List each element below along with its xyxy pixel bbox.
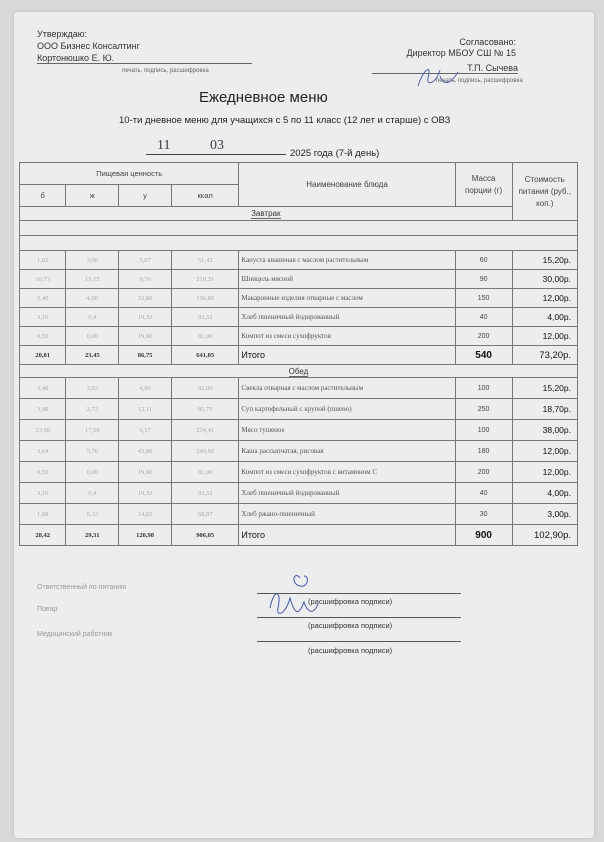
value-b: 0,50: [20, 327, 66, 346]
dish-row: [20, 441, 578, 462]
dish-price: 38,00р.: [512, 420, 577, 441]
date-year: 2025 года (7-й день): [290, 148, 380, 159]
blank-row: [20, 221, 578, 236]
col-kcal: ккал: [171, 185, 239, 207]
medic-decode: (расшифровка подписи): [308, 646, 393, 655]
dish-name: Хлеб пшеничный йодированный: [239, 483, 455, 504]
date-day: 11: [157, 138, 171, 153]
value-b: 28,42: [20, 525, 66, 546]
dish-name: Хлеб ржано-пшеничный: [239, 504, 455, 525]
dish-row: [20, 483, 578, 504]
dish-mass: 30: [455, 504, 512, 525]
value-kcal: 93,52: [171, 483, 239, 504]
col-zh: ж: [66, 185, 119, 207]
value-kcal: 81,00: [171, 462, 239, 483]
value-kcal: 641,05: [171, 346, 239, 365]
dish-mass: 100: [455, 378, 512, 399]
value-b: 3,64: [20, 441, 66, 462]
value-u: 12,11: [119, 399, 172, 420]
agree-name: Т.П. Сычева: [372, 63, 518, 74]
dish-row: [20, 308, 578, 327]
cook-label: Повар: [37, 606, 58, 613]
price-header: Стоимость питания (руб., коп.): [512, 163, 577, 221]
value-b: 1,68: [20, 504, 66, 525]
dish-price: 4,00р.: [512, 483, 577, 504]
dish-mass: 180: [455, 441, 512, 462]
dish-price: 73,20р.: [512, 346, 577, 365]
nutrition-header: Пищевая ценность: [20, 163, 239, 185]
dish-name: Итого: [239, 346, 455, 365]
value-u: 86,75: [119, 346, 172, 365]
value-b: 3,16: [20, 483, 66, 504]
value-kcal: 906,05: [171, 525, 239, 546]
value-zh: 0,00: [66, 462, 119, 483]
value-u: 19,80: [119, 327, 172, 346]
value-u: 19,80: [119, 462, 172, 483]
lunch-rows: [20, 378, 578, 546]
dish-name: Шницель мясной: [239, 270, 455, 289]
value-u: 32,80: [119, 289, 172, 308]
value-kcal: 81,00: [171, 327, 239, 346]
dish-price: 12,00р.: [512, 289, 577, 308]
page-title: Ежедневное меню: [199, 89, 328, 106]
dish-price: 15,20р.: [512, 251, 577, 270]
dish-mass: 540: [455, 346, 512, 365]
blank-cell: [20, 221, 578, 236]
value-zh: 0,4: [66, 308, 119, 327]
approve-name: Кортонюшко Е. Ю.: [37, 53, 252, 64]
agree-caption: печать, подпись, расшифровка: [436, 78, 523, 84]
dish-row: [20, 378, 578, 399]
approve-org: ООО Бизнес Консалтинг: [37, 41, 140, 51]
value-b: 0,50: [20, 462, 66, 483]
director-signature: [410, 58, 470, 98]
cook-decode: (расшифровка подписи): [308, 621, 393, 630]
dish-name: Свекла отварная с маслом растительным: [239, 378, 455, 399]
dish-name: Компот из смеси сухофруктов: [239, 327, 455, 346]
dish-price: 15,20р.: [512, 378, 577, 399]
section-breakfast-label: Завтрак: [251, 209, 281, 218]
table-header-row: [20, 163, 578, 185]
value-u: 6,17: [119, 420, 172, 441]
value-kcal: 234,41: [171, 420, 239, 441]
dish-price: 12,00р.: [512, 441, 577, 462]
agree-label: Согласовано:: [459, 37, 516, 47]
col-u: у: [119, 185, 172, 207]
value-b: 3,98: [20, 399, 66, 420]
value-kcal: 51,42: [171, 251, 239, 270]
dish-name: Суп картофельный с крупой (пшено): [239, 399, 455, 420]
dish-price: 18,70р.: [512, 399, 577, 420]
dish-header: Наименование блюда: [239, 163, 455, 207]
total-row: [20, 525, 578, 546]
value-u: 14,82: [119, 504, 172, 525]
value-kcal: 249,60: [171, 441, 239, 462]
dish-mass: 200: [455, 327, 512, 346]
value-zh: 0,4: [66, 483, 119, 504]
section-lunch: [20, 365, 578, 378]
value-kcal: 93,52: [171, 308, 239, 327]
value-u: 43,80: [119, 441, 172, 462]
dish-price: 12,00р.: [512, 327, 577, 346]
value-u: 9,76: [119, 270, 172, 289]
dish-name: Макаронные изделия отварные с маслом: [239, 289, 455, 308]
value-b: 3,16: [20, 308, 66, 327]
dish-row: [20, 462, 578, 483]
total-row: [20, 346, 578, 365]
section-lunch-label: Обед: [288, 366, 309, 376]
dish-price: 30,00р.: [512, 270, 577, 289]
dish-price: 102,90р.: [512, 525, 577, 546]
dish-mass: 200: [455, 462, 512, 483]
value-b: 13,98: [20, 420, 66, 441]
dish-name: Мясо тушеное: [239, 420, 455, 441]
dish-price: 12,00р.: [512, 462, 577, 483]
col-b: б: [20, 185, 66, 207]
value-u: 4,96: [119, 378, 172, 399]
value-kcal: 68,97: [171, 504, 239, 525]
value-u: 19,32: [119, 308, 172, 327]
responsible-decode: (расшифровка подписи): [308, 597, 393, 606]
dish-mass: 100: [455, 420, 512, 441]
dish-row: [20, 289, 578, 308]
responsible-label: Ответственный по питанию: [37, 584, 127, 591]
dish-mass: 40: [455, 308, 512, 327]
value-b: 1,02: [20, 251, 66, 270]
value-zh: 17,09: [66, 420, 119, 441]
agree-position: Директор МБОУ СШ № 15: [406, 48, 516, 58]
page-subtitle: 10-ти дневное меню для учащихся с 5 по 11 класс (12 лет и старше) с ОВЗ: [119, 115, 451, 126]
value-kcal: 92,80: [171, 378, 239, 399]
dish-row: [20, 399, 578, 420]
dish-name: Итого: [239, 525, 455, 546]
dish-row: [20, 270, 578, 289]
dish-row: [20, 420, 578, 441]
dish-row: [20, 327, 578, 346]
approve-caption: печать, подпись, расшифровка: [122, 68, 209, 74]
value-zh: 3,00: [66, 251, 119, 270]
section-row: [20, 365, 578, 378]
dish-price: 4,00р.: [512, 308, 577, 327]
dish-row: [20, 504, 578, 525]
value-b: 3,48: [20, 378, 66, 399]
dish-row: [20, 251, 578, 270]
approve-label: Утверждаю:: [37, 29, 88, 39]
menu-table: [19, 162, 578, 546]
value-u: 120,98: [119, 525, 172, 546]
value-zh: 0,00: [66, 327, 119, 346]
medic-sign-line: [257, 641, 461, 642]
value-kcal: 85,75: [171, 399, 239, 420]
value-u: 19,32: [119, 483, 172, 504]
dish-mass: 150: [455, 289, 512, 308]
date-month: 03: [210, 138, 224, 153]
value-zh: 3,03: [66, 378, 119, 399]
dish-mass: 40: [455, 483, 512, 504]
blank-cell: [20, 236, 578, 251]
breakfast-rows: [20, 251, 578, 365]
section-breakfast: [20, 207, 513, 221]
value-kcal: 218,31: [171, 270, 239, 289]
dish-mass: 250: [455, 399, 512, 420]
value-b: 5,40: [20, 289, 66, 308]
value-kcal: 196,80: [171, 289, 239, 308]
dish-name: Капуста квашеная с маслом растительным: [239, 251, 455, 270]
dish-name: Компот из смеси сухофруктов с витамином С: [239, 462, 455, 483]
value-zh: 15,15: [66, 270, 119, 289]
dish-price: 3,00р.: [512, 504, 577, 525]
dish-name: Хлеб пшеничный йодированный: [239, 308, 455, 327]
value-u: 5,07: [119, 251, 172, 270]
section-row: [20, 207, 578, 221]
dish-mass: 90: [455, 270, 512, 289]
value-zh: 23,45: [66, 346, 119, 365]
value-zh: 2,72: [66, 399, 119, 420]
value-zh: 4,90: [66, 289, 119, 308]
value-zh: 29,31: [66, 525, 119, 546]
value-b: 10,73: [20, 270, 66, 289]
mass-header: Масса порции (г): [455, 163, 512, 207]
dish-name: Каша рассыпчатая, рисовая: [239, 441, 455, 462]
dish-mass: 60: [455, 251, 512, 270]
medic-label: Медицинский работник: [37, 631, 113, 638]
value-zh: 5,76: [66, 441, 119, 462]
blank-row: [20, 236, 578, 251]
responsible-signature: [260, 568, 330, 638]
value-zh: 0,33: [66, 504, 119, 525]
dish-mass: 900: [455, 525, 512, 546]
value-b: 20,81: [20, 346, 66, 365]
